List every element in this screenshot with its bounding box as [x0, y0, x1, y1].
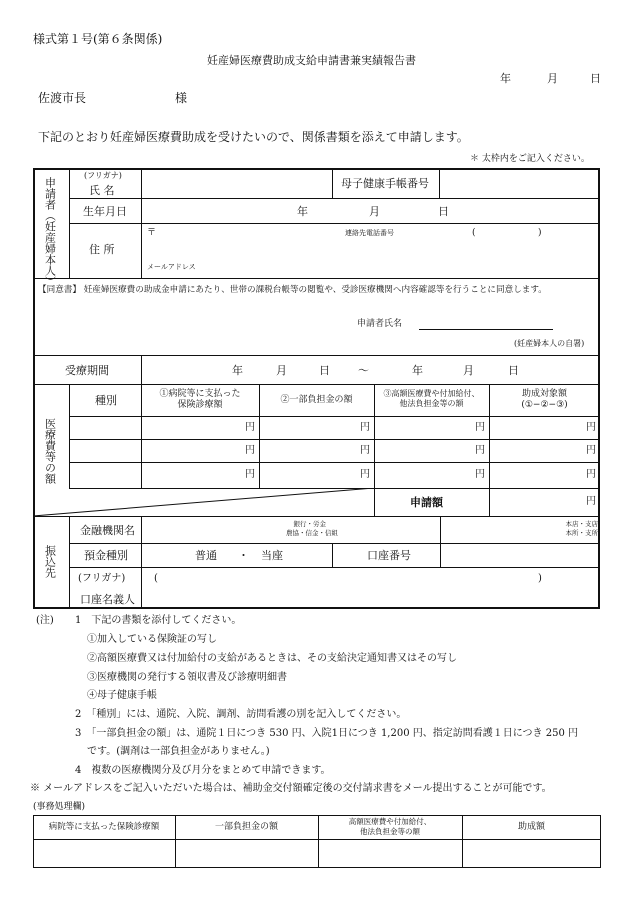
bank-types: 銀行・労金 農協・信金・信組 — [286, 520, 338, 538]
yen-r1-c3: 円 — [475, 422, 485, 433]
note-1d: ④母子健康手帳 — [87, 690, 157, 701]
bank-label: 金融機関名 — [80, 524, 135, 537]
yen-r3-c2: 円 — [360, 469, 370, 480]
note-2: 2 「種別」には、通院、入院、調剤、訪問看護の別を記入してください。 — [75, 709, 407, 720]
header-copay: ②一部負担金の額 — [280, 395, 353, 405]
addressee-name: 佐渡市長 — [38, 91, 87, 105]
note-1b: ②高額医療費又は付加給付の支給があるときは、その支給決定通知書又はその写し — [87, 653, 457, 664]
phone-paren-close: ) — [538, 228, 542, 238]
applicant-section-label: 申請者（妊産婦本人） — [43, 177, 57, 287]
yen-r1-c1: 円 — [245, 422, 255, 433]
medical-section-label: 医療費等の額 — [43, 418, 57, 484]
note-1a: ①加入している保険証の写し — [87, 634, 217, 645]
phone-label: 連絡先電話番号 — [345, 229, 394, 237]
birth-month: 月 — [369, 205, 380, 218]
phone-paren-open: ( — [472, 228, 476, 238]
furigana-label: (フリガナ) — [84, 171, 122, 180]
account-type-futsu[interactable]: 普通 — [195, 549, 217, 562]
birthdate-label: 生年月日 — [83, 205, 127, 218]
header-type: 種別 — [95, 394, 117, 407]
holder-furigana-label: (フリガナ) — [78, 573, 126, 584]
yen-r2-c1: 円 — [245, 445, 255, 456]
yen-r3-c1: 円 — [245, 469, 255, 480]
note-3: 3 「一部負担金の額」は、通院１日につき 530 円、入院1日につき 1,200 円、指定訪問看護１日につき 250 円 — [75, 728, 578, 739]
office-use-label: (事務処理欄) — [33, 802, 86, 812]
note-3b: です。(調剤は一部負担金がありません。) — [87, 746, 270, 757]
email-label: メールアドレス — [147, 263, 196, 271]
office-header-copay: 一部負担金の額 — [214, 822, 278, 832]
account-type-toza[interactable]: 当座 — [261, 549, 283, 562]
account-holder-label: 口座名義人 — [80, 593, 135, 606]
yen-r2-c3: 円 — [475, 445, 485, 456]
period-label: 受療期間 — [65, 364, 109, 377]
total-row-diagonal — [33, 488, 374, 516]
transfer-section-label: 振込先 — [43, 545, 57, 578]
birth-day: 日 — [438, 205, 449, 218]
note-1c: ③医療機関の発行する領収書及び診療明細書 — [87, 672, 287, 683]
consent-signer-label: 申請者氏名 — [357, 319, 403, 329]
note-fill-bold-frame: ＊ 太枠内をご記入ください。 — [470, 154, 590, 164]
holder-paren-close: ) — [538, 573, 542, 584]
signature-line[interactable] — [419, 329, 553, 330]
period-end-year: 年 — [412, 364, 423, 377]
date-day: 日 — [590, 72, 601, 85]
birth-year: 年 — [297, 205, 308, 218]
branch-types: 本店・支店 本所・支所 — [565, 520, 598, 538]
period-start-year: 年 — [232, 364, 243, 377]
date-year: 年 — [500, 72, 511, 85]
account-number-label: 口座番号 — [367, 549, 411, 562]
period-tilde: 〜 — [358, 364, 369, 377]
self-sign-note: (妊産婦本人の自署) — [514, 339, 585, 348]
yen-r1-c2: 円 — [360, 422, 370, 433]
yen-r2-c2: 円 — [360, 445, 370, 456]
email-note: ※ メールアドレスをご記入いただいた場合は、補助金交付額確定後の交付請求書をメール提出することが可能です。 — [30, 783, 552, 794]
intro-text: 下記のとおり妊産婦医療費助成を受けたいので、関係書類を添えて申請します。 — [38, 130, 469, 144]
postal-mark: 〒 — [147, 228, 157, 238]
period-start-day: 日 — [319, 364, 330, 377]
period-end-month: 月 — [463, 364, 474, 377]
account-type-label: 預金種別 — [84, 549, 128, 562]
yen-r3-c3: 円 — [475, 469, 485, 480]
note-1: 1 下記の書類を添付してください。 — [75, 615, 242, 626]
address-label: 住 所 — [89, 243, 115, 256]
form-title: 妊産婦医療費助成支給申請書兼実績報告書 — [207, 54, 416, 67]
yen-r3-c4: 円 — [586, 469, 596, 480]
notes-label: (注) — [36, 615, 54, 626]
addressee-honorific: 様 — [175, 91, 188, 105]
total-label: 申請額 — [410, 496, 443, 509]
header-subsidy: 助成対象額 (①−②−③) — [521, 389, 568, 411]
office-header-paid: 病院等に支払った保険診療額 — [48, 822, 160, 832]
yen-total: 円 — [586, 496, 596, 507]
form-number: 様式第１号(第６条関係) — [33, 32, 163, 46]
office-header-high-cost: 高額医療費や付加給付、 他法負担金等の額 — [348, 817, 432, 836]
header-paid: ①病院等に支払った 保険診療額 — [159, 389, 241, 411]
consent-text: 【同意書】 妊産婦医療費の助成金申請にあたり、世帯の課税台帳等の閲覧や、受診医療機関へ内容確認等を行うことに同意します。 — [38, 285, 547, 295]
name-label: 氏 名 — [89, 184, 115, 197]
period-end-day: 日 — [508, 364, 519, 377]
account-type-dot: ・ — [238, 549, 249, 562]
note-4: 4 複数の医療機関分及び月分をまとめて申請できます。 — [75, 765, 331, 776]
header-high-cost: ③高額医療費や付加給付、 他法負担金等の額 — [383, 389, 480, 409]
yen-r2-c4: 円 — [586, 445, 596, 456]
handbook-number-label: 母子健康手帳番号 — [341, 177, 429, 190]
yen-r1-c4: 円 — [586, 422, 596, 433]
holder-paren-open: ( — [154, 573, 158, 584]
date-month: 月 — [547, 72, 558, 85]
office-header-subsidy: 助成額 — [517, 822, 545, 832]
period-start-month: 月 — [276, 364, 287, 377]
